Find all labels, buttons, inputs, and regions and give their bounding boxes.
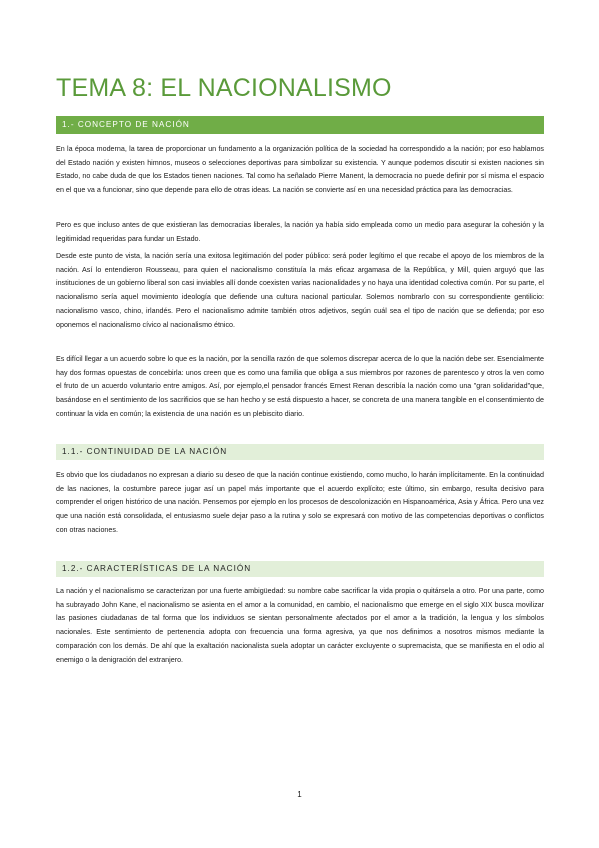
paragraph-1: En la época moderna, la tarea de proporcionar un fundamento a la organización política de la sociedad ha correspondido a la nación; por eso hablamos del Estado nación y existen himnos, museos o selecciones deportivas para simbolizar su existencia. Y aunque podemos discutir si existen naciones sin Estado, no cabe duda de que los Estados tienen naciones. Tal como ha señalado Pierre Manent, la democracia no puede definir por sí misma el espacio en el que va a funcionar, sino que depende para ello de otras ideas. La nación se convierte así en una necesidad práctica para las democracias. [56, 145, 544, 195]
paragraph-3: Desde este punto de vista, la nación sería una exitosa legitimación del poder público: será poder legítimo el que recabe el apoyo de los miembros de la nación. Así lo entendieron Rousseau, para quien el nacionalismo constituía la más eficaz argamasa de la República, y Mill, quien arguyó que las instituciones de un gobierno liberal son casi inviables allí donde coexisten varias nacionalidades y no haya una identidad colectiva común. Por su parte, el nacionalismo sería aquel movimiento ideología que defiende una cultura nacional particular. Solemos nombrarlo con su correspondiente gentilicio: nacionalismo vasco, chino, irlandés. Pero el nacionalismo admite también otros adjetivos, según cuál sea el tipo de nación que se defienda; por eso oponemos el nacionalismo cívico al nacionalismo étnico. [56, 252, 544, 329]
subsection-heading-continuidad: 1.1.- CONTINUIDAD DE LA NACIÓN [56, 444, 544, 460]
page-number: 1 [297, 790, 302, 799]
section-heading-concepto: 1.- CONCEPTO DE NACIÓN [56, 116, 544, 134]
paragraph-6: La nación y el nacionalismo se caracterizan por una fuerte ambigüedad: su nombre cabe sacrificar la vida propia o quitársela a otro. Por una parte, como ha subrayado John Kane, el nacionalismo se asienta en el amor a la comunidad, en cambio, el nacionalismo que emerge en el siglo XIX busca movilizar las pasiones ciudadanas de tal forma que los individuos se sientan personalmente afectados por el amor a la tradición, la lengua y los símbolos nacionales. Este sentimiento de pertenencia adopta con frecuencia una forma agresiva, ya que nos definimos a nosotros mismos mediante la comparación con los demás. De ahí que la exaltación nacionalista suela adoptar un carácter excluyente o supremacista, que se manifiesta en el odio al enemigo o la denigración del extranjero. [56, 587, 544, 664]
page-title: TEMA 8: EL NACIONALISMO [56, 74, 392, 102]
paragraph-2: Pero es que incluso antes de que existieran las democracias liberales, la nación ya había sido empleada como un medio para asegurar la cohesión y la legitimidad requeridas para fundar un Estado. [56, 221, 544, 243]
paragraph-5: Es obvio que los ciudadanos no expresan a diario su deseo de que la nación continue existiendo, como mucho, lo harán implícitamente. En la continuidad de las naciones, la costumbre parece jugar así un papel más importante que el acuerdo explícito; este último, sin embargo, resulta decisivo para comprender el origen histórico de una nación. Pensemos por ejemplo en los procesos de descolonización en Hispanoamérica, Asia y África. Pero una vez que una nación está consolidada, el entusiasmo suele dejar paso a la rutina y solo se expresará con motivo de las competencias deportivas o conflictos con otras naciones. [56, 471, 544, 534]
subsection-heading-caracteristicas: 1.2.- CARACTERÍSTICAS DE LA NACIÓN [56, 561, 544, 577]
paragraph-4: Es difícil llegar a un acuerdo sobre lo que es la nación, por la sencilla razón de que solemos discrepar acerca de lo que la nación debe ser. Esencialmente hay dos formas opuestas de concebirla: unos creen que es como una familia que obliga a sus miembros por razones de parentesco y otros la ven como el fruto de un acuerdo voluntario entre amigos. Así, por ejemplo,el pensador francés Ernest Renan describía la nación como una "gran solidaridad"que, basándose en el sentimiento de los sacrificios que se han hecho y se está dispuesto a hacer, se concreta de una manera tangible en el consentimiento de continuar la vida en común; la existencia de una nación es un plebiscito diario. [56, 355, 544, 418]
